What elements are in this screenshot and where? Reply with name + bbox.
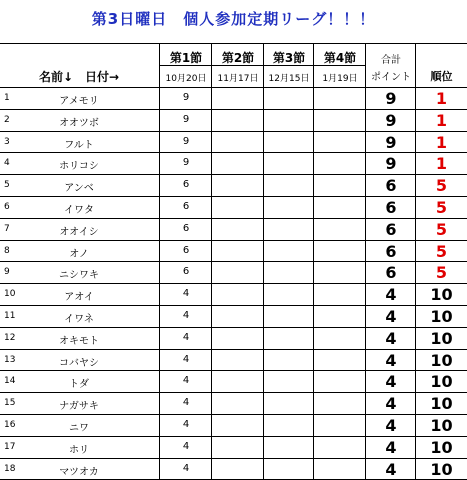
round-1-score[interactable]: 6 [182, 244, 190, 256]
player-rank[interactable]: 1 [435, 110, 448, 130]
round-1-score[interactable]: 4 [182, 462, 190, 474]
row-number[interactable]: 1 [4, 93, 10, 103]
round-1-score[interactable]: 6 [182, 179, 190, 191]
player-name[interactable]: イワネ [64, 314, 94, 325]
table-row [0, 110, 467, 131]
table-row [0, 153, 467, 174]
total-points[interactable]: 4 [385, 285, 397, 305]
player-name[interactable]: ニワ [69, 423, 89, 434]
total-points[interactable]: 4 [385, 350, 397, 370]
total-points[interactable]: 9 [385, 89, 397, 108]
row-number[interactable]: 16 [4, 420, 16, 430]
grid-line [0, 43, 467, 44]
row-number[interactable]: 7 [4, 223, 10, 234]
header-date-2[interactable]: 11月17日 [217, 74, 259, 84]
round-1-score[interactable]: 4 [182, 419, 190, 430]
row-number[interactable]: 4 [4, 158, 10, 169]
round-1-score[interactable]: 4 [182, 353, 190, 365]
player-name[interactable]: オオイシ [59, 226, 99, 238]
row-number[interactable]: 8 [4, 245, 10, 256]
round-1-score[interactable]: 4 [182, 310, 190, 321]
row-number[interactable]: 5 [4, 180, 10, 191]
table-row [0, 284, 467, 305]
round-1-score[interactable]: 4 [182, 375, 190, 387]
round-1-score[interactable]: 6 [182, 222, 190, 234]
header-date-1[interactable]: 10月20日 [165, 74, 207, 84]
round-1-score[interactable]: 4 [182, 397, 190, 409]
player-name[interactable]: トダ [69, 379, 89, 391]
table-row [0, 219, 467, 240]
player-name[interactable]: フルト [64, 139, 94, 151]
table-row [0, 306, 467, 327]
table-row [0, 197, 467, 218]
player-rank[interactable]: 5 [435, 219, 448, 239]
player-rank[interactable]: 10 [430, 372, 453, 392]
table-row [0, 437, 467, 458]
table-row [0, 415, 467, 436]
player-name[interactable]: アオイ [64, 292, 94, 304]
row-number[interactable]: 9 [4, 267, 10, 278]
round-1-score[interactable]: 9 [182, 157, 190, 169]
header-date-3[interactable]: 12月15日 [268, 74, 310, 84]
player-rank[interactable]: 5 [435, 241, 448, 261]
header-round-2[interactable]: 第2節 [221, 51, 255, 65]
row-number[interactable]: 17 [4, 441, 16, 452]
round-1-score[interactable]: 6 [182, 266, 190, 278]
player-name[interactable]: コバヤシ [59, 357, 99, 369]
round-1-score[interactable]: 9 [182, 135, 190, 147]
player-name[interactable]: アンベ [64, 183, 94, 195]
round-1-score[interactable]: 4 [182, 331, 190, 343]
row-number[interactable]: 11 [4, 311, 16, 321]
total-points[interactable]: 4 [385, 416, 397, 435]
player-name[interactable]: ホリ [69, 444, 89, 456]
table-row [0, 350, 467, 371]
total-points[interactable]: 4 [385, 437, 397, 457]
player-name[interactable]: オキモト [59, 335, 99, 347]
total-points[interactable]: 6 [385, 241, 397, 261]
table-row [0, 328, 467, 349]
header-rank[interactable]: 順位 [430, 70, 453, 83]
player-rank[interactable]: 5 [435, 263, 448, 283]
total-points[interactable]: 6 [385, 263, 397, 283]
player-name[interactable]: マツオカ [59, 466, 99, 478]
total-points[interactable]: 9 [385, 154, 397, 174]
player-rank[interactable]: 1 [435, 89, 448, 108]
player-name[interactable]: オノ [69, 248, 89, 260]
player-rank[interactable]: 1 [435, 154, 448, 174]
player-rank[interactable]: 5 [435, 176, 448, 196]
player-rank[interactable]: 10 [430, 285, 453, 305]
header-name-date[interactable]: 名前↓ 日付→ [38, 70, 120, 84]
row-number[interactable]: 2 [4, 114, 10, 125]
player-rank[interactable]: 10 [430, 394, 453, 414]
total-points[interactable]: 4 [385, 394, 397, 414]
player-name[interactable]: イワタ [64, 205, 94, 216]
table-row [0, 459, 467, 480]
player-rank[interactable]: 10 [430, 350, 453, 370]
total-points[interactable]: 6 [385, 176, 397, 196]
table-row [0, 175, 467, 196]
round-1-score[interactable]: 9 [182, 92, 190, 103]
sheet-title[interactable]: 第3日曜日 個人参加定期リーグ！！！ [91, 10, 376, 28]
player-rank[interactable]: 5 [435, 198, 448, 217]
table-row [0, 132, 467, 153]
header-points-line1[interactable]: 合計 [381, 55, 401, 66]
table-row [0, 262, 467, 283]
total-points[interactable]: 6 [385, 198, 397, 217]
round-1-score[interactable]: 4 [182, 288, 190, 300]
player-name[interactable]: ホリコシ [59, 161, 99, 173]
header-date-4[interactable]: 1月19日 [322, 74, 358, 84]
header-round-3[interactable]: 第3節 [272, 51, 306, 65]
row-number[interactable]: 13 [4, 354, 16, 365]
player-name[interactable]: オオツボ [59, 117, 99, 129]
row-number[interactable]: 6 [4, 202, 10, 212]
header-points-line2[interactable]: ポイント [371, 72, 411, 83]
row-number[interactable]: 10 [4, 289, 16, 300]
row-number[interactable]: 18 [4, 463, 16, 474]
player-rank[interactable]: 10 [430, 437, 453, 457]
round-1-score[interactable]: 9 [182, 113, 190, 125]
player-name[interactable]: アメモリ [59, 96, 99, 107]
row-number[interactable]: 3 [4, 136, 10, 147]
table-row [0, 88, 467, 109]
total-points[interactable]: 9 [385, 110, 397, 130]
round-1-score[interactable]: 6 [182, 201, 190, 212]
total-points[interactable]: 9 [385, 132, 397, 152]
total-points[interactable]: 4 [385, 328, 397, 348]
player-rank[interactable]: 10 [430, 307, 453, 326]
header-round-4[interactable]: 第4節 [323, 51, 357, 65]
total-points[interactable]: 4 [385, 372, 397, 392]
table-row [0, 371, 467, 392]
table-row [0, 393, 467, 414]
header-round-1[interactable]: 第1節 [169, 51, 203, 65]
player-name[interactable]: ナガサキ [59, 401, 99, 413]
player-rank[interactable]: 10 [430, 328, 453, 348]
round-1-score[interactable]: 4 [182, 440, 190, 452]
total-points[interactable]: 4 [385, 459, 397, 479]
player-rank[interactable]: 1 [435, 132, 448, 152]
table-row [0, 241, 467, 262]
row-number[interactable]: 15 [4, 398, 16, 409]
row-number[interactable]: 12 [4, 332, 16, 343]
player-name[interactable]: ニシワキ [59, 270, 99, 282]
player-rank[interactable]: 10 [430, 416, 453, 435]
row-number[interactable]: 14 [4, 376, 16, 387]
total-points[interactable]: 4 [385, 307, 397, 326]
player-rank[interactable]: 10 [430, 459, 453, 479]
total-points[interactable]: 6 [385, 219, 397, 239]
